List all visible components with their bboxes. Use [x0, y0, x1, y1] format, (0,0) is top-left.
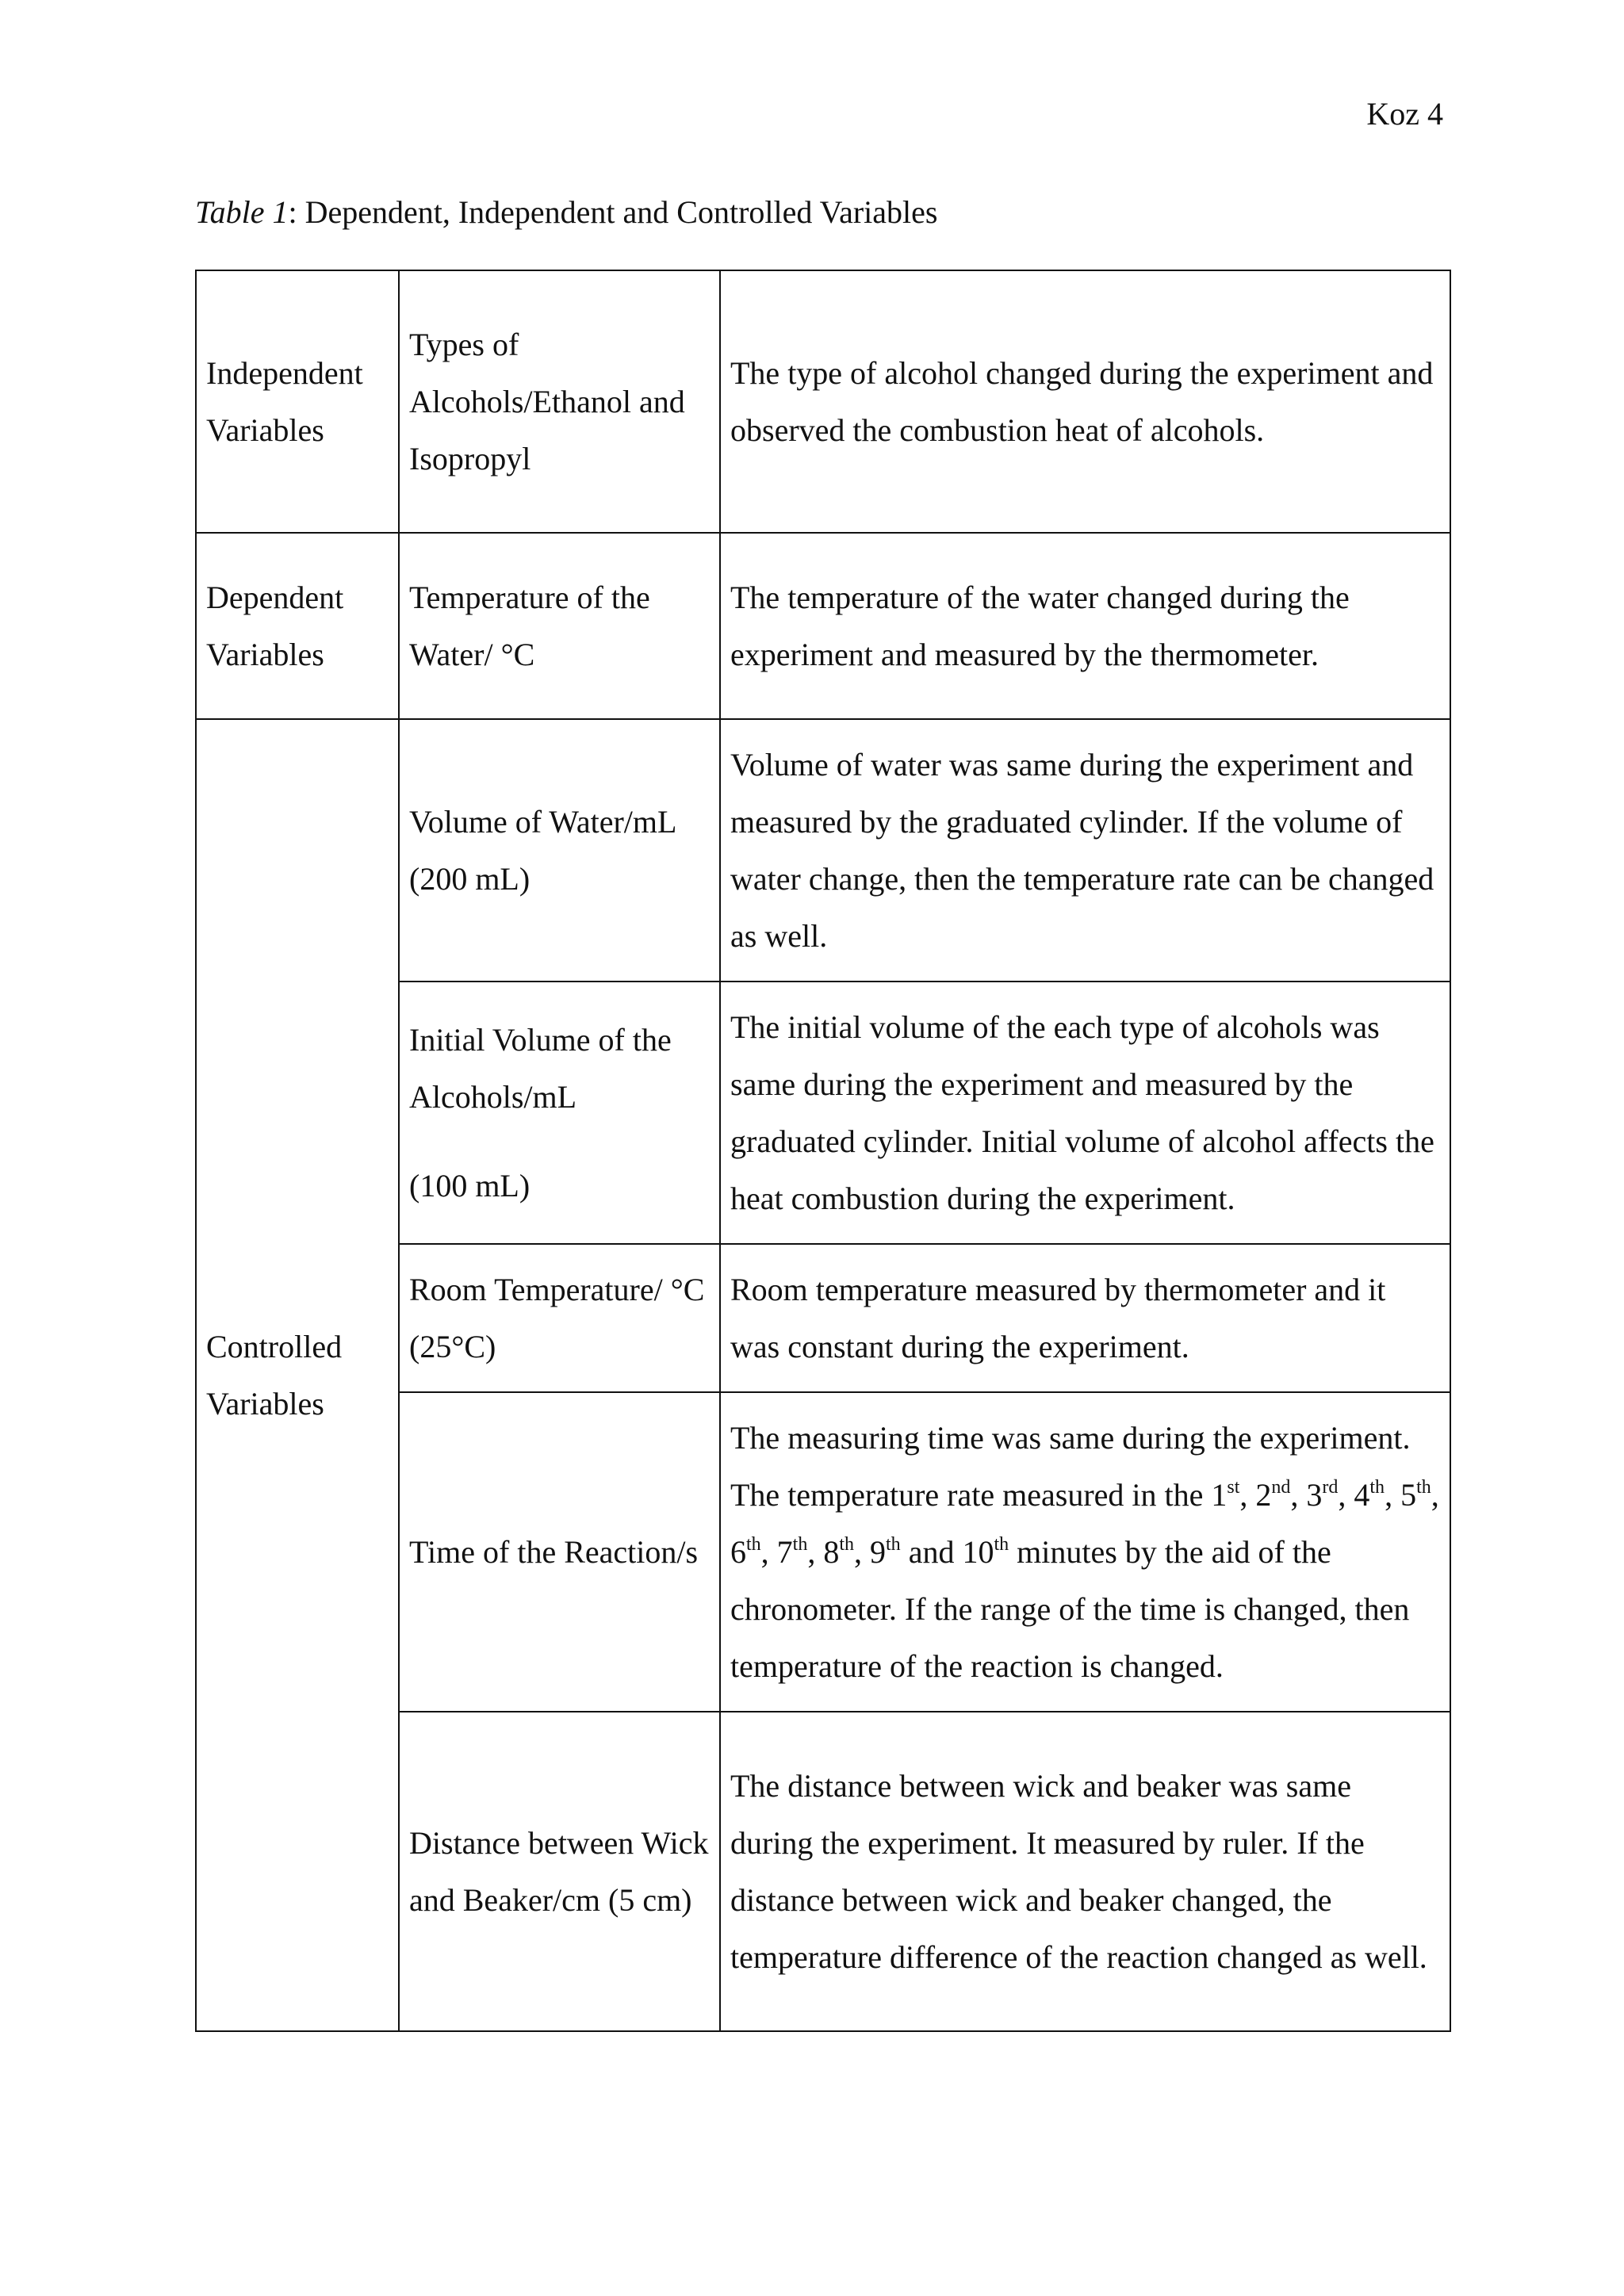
ordinal-suffix: rd — [1322, 1476, 1339, 1498]
ordinal-separator: and — [900, 1533, 963, 1570]
ordinal-suffix: th — [886, 1533, 901, 1555]
variable-cell: Room Temperature/ °C (25°C) — [399, 1244, 720, 1392]
category-cell: Independent Variables — [196, 270, 399, 533]
table-row — [196, 270, 1450, 533]
description-cell: The initial volume of the each type of alcohols was same during the experiment and measured by the graduated cylinder. Initial volume of alcohol affects the heat combustion during the experiment. — [720, 982, 1450, 1244]
variable-cell: Time of the Reaction/s — [399, 1392, 720, 1712]
table-row — [196, 719, 1450, 982]
category-cell: Dependent Variables — [196, 533, 399, 719]
ordinal-number: 2 — [1255, 1476, 1272, 1513]
variable-line: (100 mL) — [409, 1167, 530, 1203]
ordinal-separator: , — [1431, 1476, 1439, 1513]
ordinal-suffix: th — [746, 1533, 761, 1555]
ordinal-separator: , — [1290, 1476, 1307, 1513]
description-cell: The temperature of the water changed during the experiment and measured by the thermometer. — [720, 533, 1450, 719]
ordinal-suffix: st — [1227, 1476, 1240, 1498]
table-row — [196, 533, 1450, 719]
ordinal-suffix: th — [839, 1533, 855, 1555]
table-caption-label: Table 1 — [195, 194, 289, 230]
description-cell: The distance between wick and beaker was same during the experiment. It measured by ruler. If the distance between wick and beaker changed, the temperature difference of the reaction changed as well. — [720, 1712, 1450, 2031]
ordinal-number: 4 — [1354, 1476, 1370, 1513]
table-caption-text: : Dependent, Independent and Controlled Variables — [288, 194, 938, 230]
ordinal-suffix: th — [792, 1533, 808, 1555]
variable-line: Initial Volume of the Alcohols/mL — [409, 1021, 672, 1115]
ordinal-number: 3 — [1306, 1476, 1323, 1513]
ordinal-separator: , — [1338, 1476, 1354, 1513]
ordinal-number: 9 — [870, 1533, 887, 1570]
variable-cell: Volume of Water/mL (200 mL) — [399, 719, 720, 982]
description-cell — [720, 1392, 1450, 1712]
ordinal-separator: , — [760, 1533, 777, 1570]
ordinal-number: 8 — [823, 1533, 840, 1570]
table-caption — [195, 193, 937, 232]
ordinal-separator: , — [807, 1533, 824, 1570]
description-cell: The type of alcohol changed during the experiment and observed the combustion heat of alcohols. — [720, 270, 1450, 533]
ordinal-separator: , — [1239, 1476, 1256, 1513]
description-intro: The measuring time was same during the experiment. The temperature rate measured in the 1 — [730, 1419, 1411, 1513]
ordinal-suffix: nd — [1271, 1476, 1291, 1498]
ordinal-suffix: th — [1416, 1476, 1431, 1498]
ordinal-number: 10 — [962, 1533, 994, 1570]
variable-cell — [399, 982, 720, 1244]
description-cell: Volume of water was same during the experiment and measured by the graduated cylinder. If the volume of water change, then the temperature rate can be changed as well. — [720, 719, 1450, 982]
variable-cell: Types of Alcohols/Ethanol and Isopropyl — [399, 270, 720, 533]
ordinal-separator: , — [854, 1533, 871, 1570]
ordinal-suffix: th — [1369, 1476, 1385, 1498]
page-header: Koz 4 — [1366, 96, 1443, 132]
category-cell: Controlled Variables — [196, 719, 399, 2031]
ordinal-number: 6 — [730, 1533, 746, 1570]
variables-table — [195, 270, 1451, 2032]
variable-cell: Temperature of the Water/ °C — [399, 533, 720, 719]
variable-cell: Distance between Wick and Beaker/cm (5 cm) — [399, 1712, 720, 2031]
ordinal-suffix: th — [994, 1533, 1009, 1555]
ordinal-number: 7 — [776, 1533, 793, 1570]
ordinal-separator: , — [1385, 1476, 1401, 1513]
description-outro: minutes by the aid of the chronometer. If the range of the time is changed, then temperature of the reaction is changed. — [730, 1533, 1410, 1684]
description-cell: Room temperature measured by thermometer and it was constant during the experiment. — [720, 1244, 1450, 1392]
ordinal-number: 5 — [1400, 1476, 1417, 1513]
